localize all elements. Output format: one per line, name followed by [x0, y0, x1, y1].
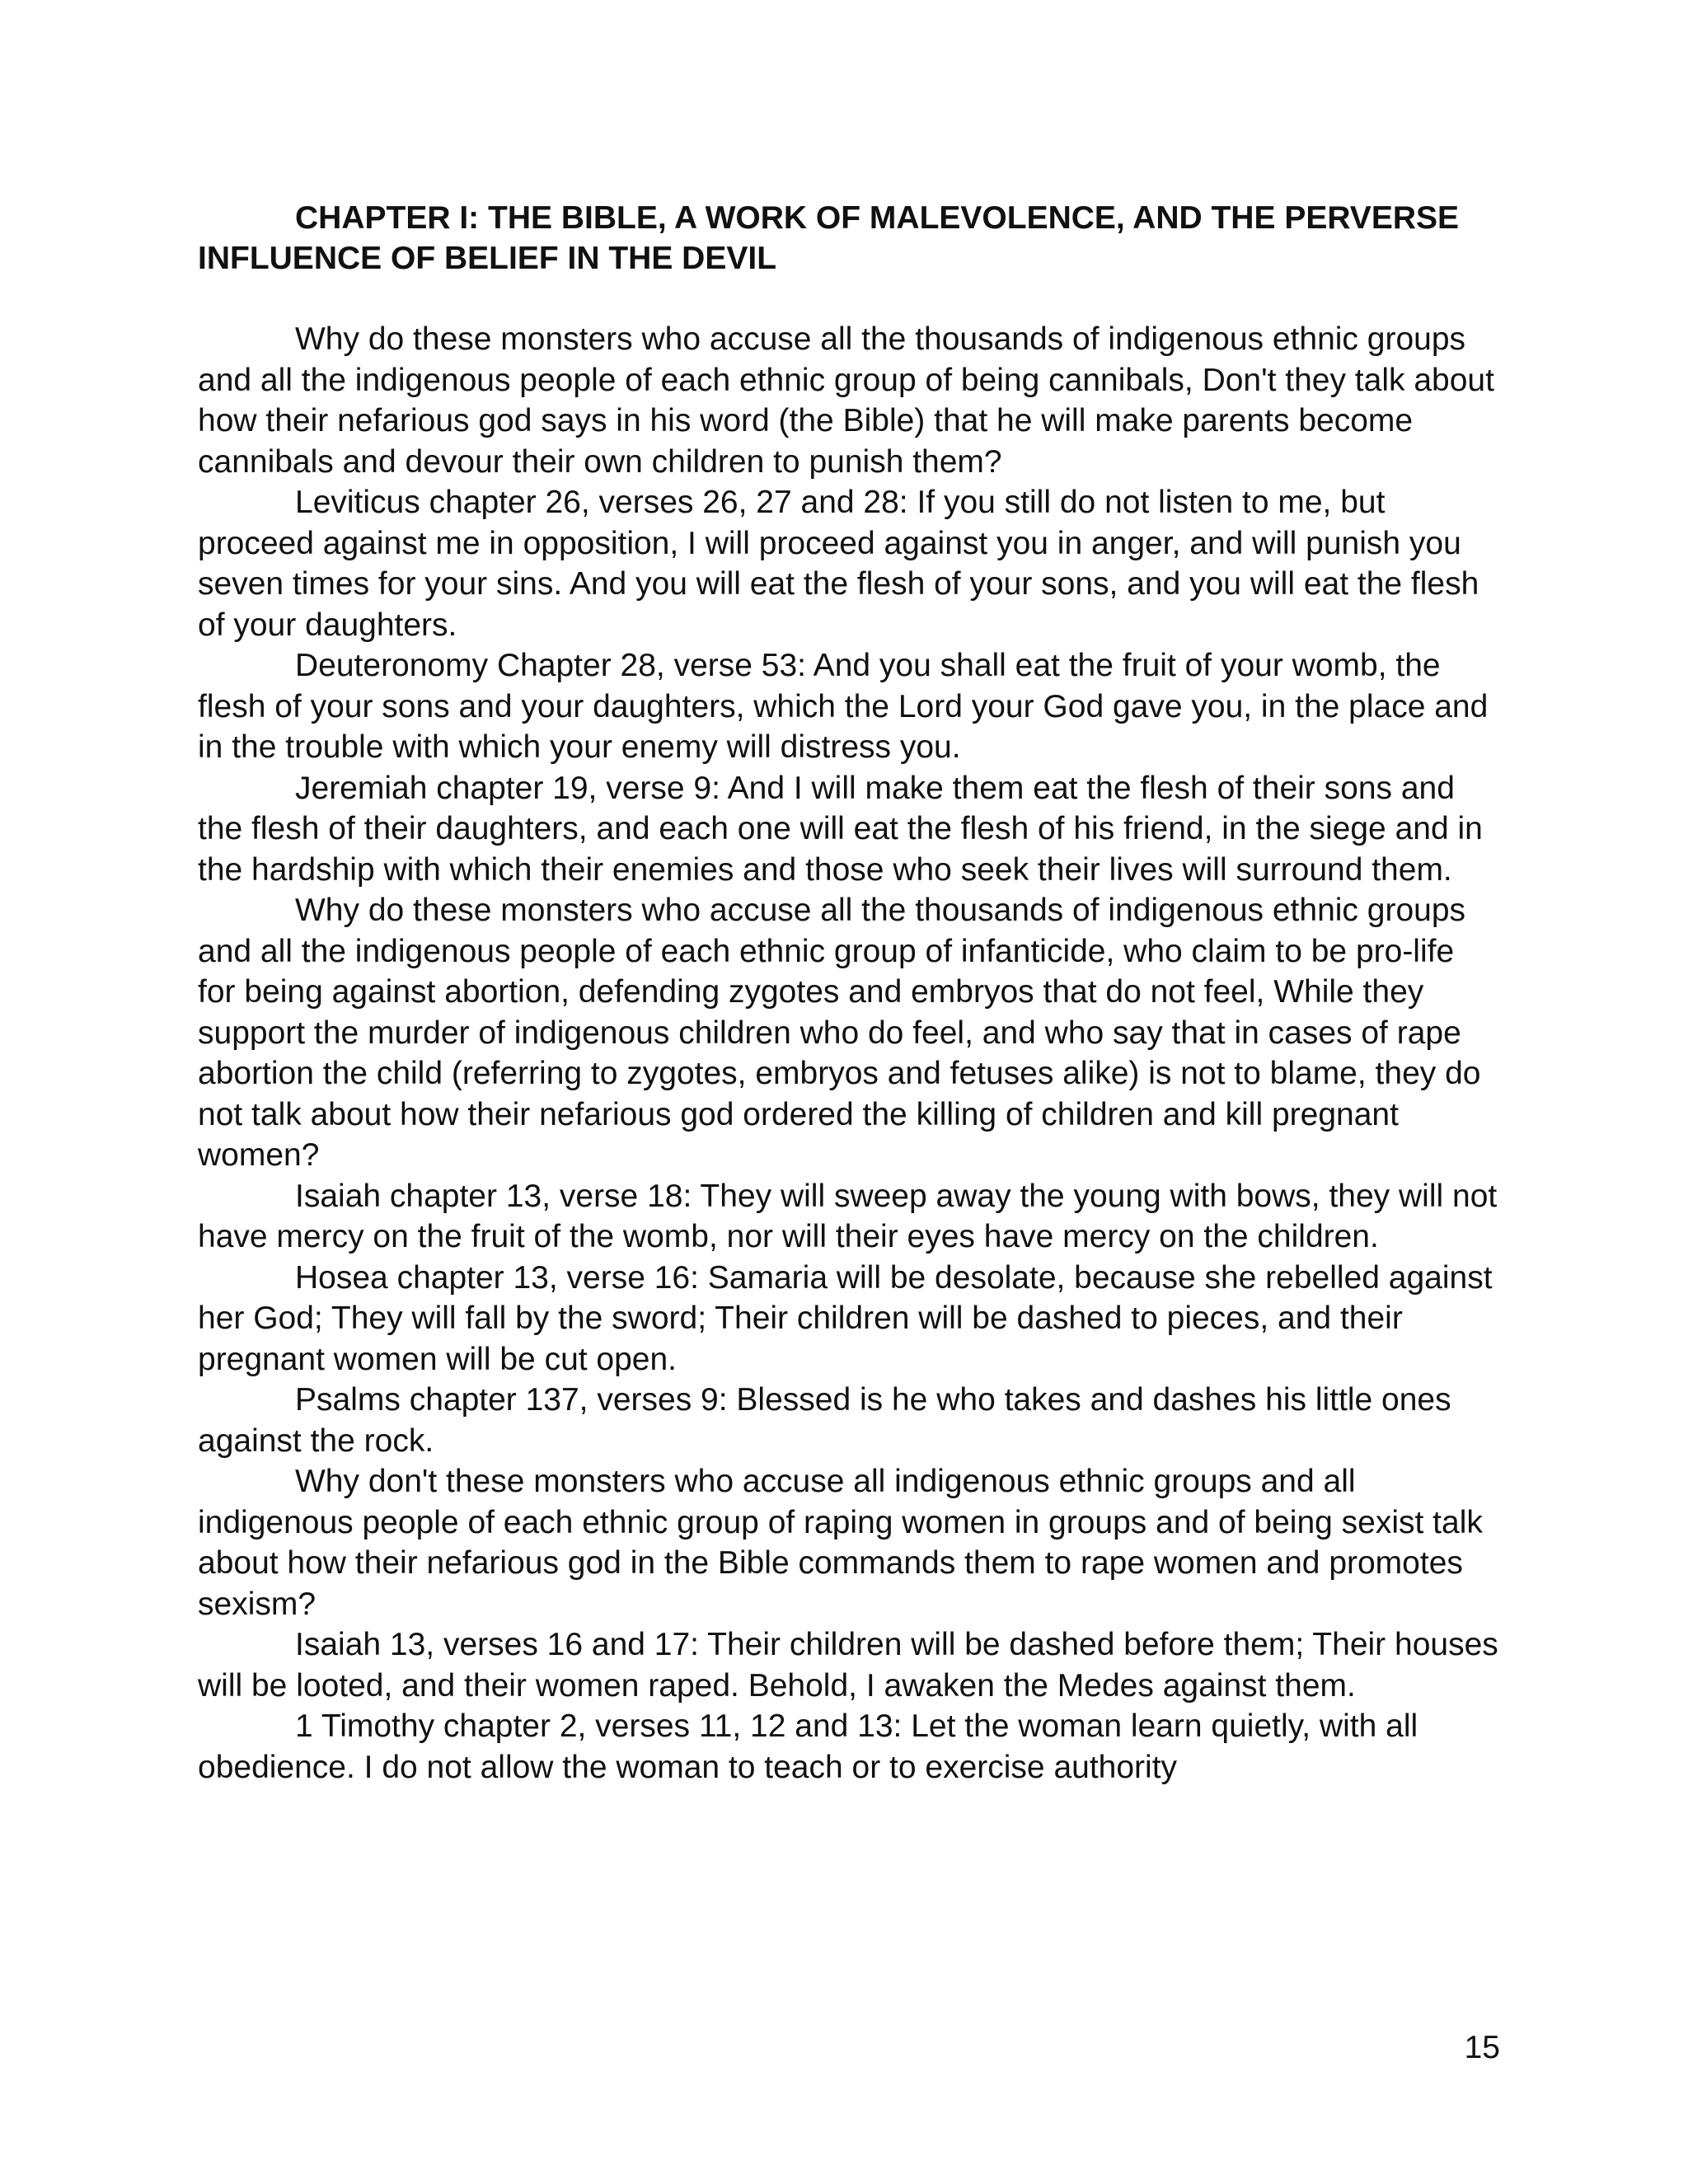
paragraph: Why do these monsters who accuse all the thousands of indigenous ethnic groups and all the indigenous people of each ethnic group of being cannibals, Don't they talk about how their nefarious god says in his word (the Bible) that he will make parents become cannibals and devour their own children to punish them? — [198, 321, 1494, 480]
paragraph: Jeremiah chapter 19, verse 9: And I will make them eat the flesh of their sons and the flesh of their daughters, and each one will eat the flesh of his friend, in the siege and in the hardship with which their enemies and those who seek their lives will surround them. — [198, 770, 1483, 888]
paragraph: Why do these monsters who accuse all the thousands of indigenous ethnic groups and all the indigenous people of each ethnic group of infanticide, who claim to be pro-life for being against abortion, defending zygotes and embryos that do not feel, While they support the murder of indigenous children who do feel, and who say that in cases of rape abortion the child (referring to zygotes, embryos and fetuses alike) is not to blame, they do not talk about how their nefarious god ordered the killing of children and kill pregnant women? — [198, 893, 1481, 1173]
paragraph: 1 Timothy chapter 2, verses 11, 12 and 13: Let the woman learn quietly, with all obedience. I do not allow the woman to teach or to exercise authority — [198, 1708, 1418, 1785]
paragraph: Isaiah 13, verses 16 and 17: Their children will be dashed before them; Their houses will be looted, and their women raped. Behold, I awaken the Medes against them. — [198, 1627, 1498, 1704]
paragraph: Hosea chapter 13, verse 16: Samaria will be desolate, because she rebelled against her God; They will fall by the sword; Their children will be dashed to pieces, and their pregnant women will be cut open. — [198, 1259, 1493, 1377]
paragraph: Why don't these monsters who accuse all indigenous ethnic groups and all indigenous people of each ethnic group of raping women in groups and of being sexist talk about how their nefarious god in the Bible commands them to rape women and promotes sexism? — [198, 1464, 1483, 1622]
paragraph: Psalms chapter 137, verses 9: Blessed is he who takes and dashes his little ones against the rock. — [198, 1382, 1451, 1459]
paragraph: Deuteronomy Chapter 28, verse 53: And you shall eat the fruit of your womb, the flesh of your sons and your daughters, which the Lord your God gave you, in the place and in the trouble with which your enemy will distress you. — [198, 648, 1489, 765]
chapter-title: CHAPTER I: THE BIBLE, A WORK OF MALEVOLENCE, AND THE PERVERSE INFLUENCE OF BELIEF IN THE DEVIL — [198, 200, 1460, 276]
paragraph: Isaiah chapter 13, verse 18: They will sweep away the young with bows, they will not have mercy on the fruit of the womb, nor will their eyes have mercy on the children. — [198, 1178, 1498, 1254]
paragraph: Leviticus chapter 26, verses 26, 27 and 28: If you still do not listen to me, but proceed against me in opposition, I will proceed against you in anger, and will punish you seven times for your sins. And you will eat the flesh of your sons, and you will eat the flesh of your daughters. — [198, 485, 1479, 643]
body-text — [198, 319, 1500, 1788]
document-page — [198, 198, 1500, 1788]
page-number: 15 — [1464, 2030, 1500, 2065]
